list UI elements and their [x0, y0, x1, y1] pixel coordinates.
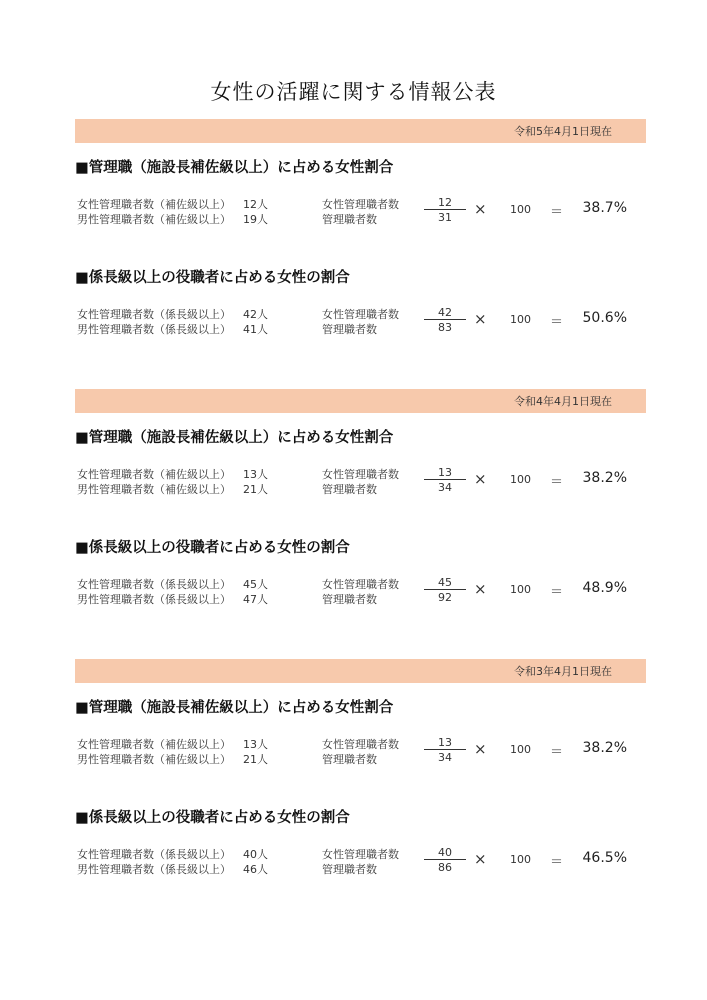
fraction-line — [424, 589, 466, 590]
disclosure-block — [0, 119, 707, 379]
fraction-numerator: 12 — [438, 196, 452, 209]
male-label: 男性管理職者数（補佐級以上） — [77, 213, 231, 226]
male-count: 19人 — [243, 213, 268, 226]
equals-sign: ＝ — [550, 315, 564, 330]
denominator-label: 管理職者数 — [322, 323, 377, 336]
female-count: 13人 — [243, 468, 268, 481]
numerator-label: 女性管理職者数 — [322, 468, 399, 481]
male-label: 男性管理職者数（補佐級以上） — [77, 483, 231, 496]
fraction-denominator: 92 — [438, 591, 452, 604]
section-title: ■係長級以上の役職者に占める女性の割合 — [75, 540, 350, 556]
female-count: 13人 — [243, 738, 268, 751]
fraction-numerator: 45 — [438, 576, 452, 589]
fraction-denominator: 34 — [438, 751, 452, 764]
date-bar — [75, 119, 646, 143]
fraction-numerator: 13 — [438, 736, 452, 749]
ratio-result: 38.2% — [582, 470, 627, 486]
denominator-label: 管理職者数 — [322, 863, 377, 876]
multiplier: 100 — [510, 473, 531, 486]
disclosure-block — [0, 659, 707, 919]
fraction-denominator: 34 — [438, 481, 452, 494]
numerator-label: 女性管理職者数 — [322, 738, 399, 751]
as-of-date: 令和3年4月1日現在 — [514, 665, 612, 678]
fraction-line — [424, 479, 466, 480]
date-bar — [75, 389, 646, 413]
equals-sign: ＝ — [550, 855, 564, 870]
equals-sign: ＝ — [550, 205, 564, 220]
fraction-numerator: 42 — [438, 306, 452, 319]
female-label: 女性管理職者数（係長級以上） — [77, 578, 231, 591]
supervisor-ratio-section — [0, 806, 707, 916]
ratio-result: 46.5% — [582, 850, 627, 866]
multiplier: 100 — [510, 203, 531, 216]
management-ratio-section — [0, 696, 707, 806]
female-count: 12人 — [243, 198, 268, 211]
times-sign: × — [474, 740, 487, 758]
male-label: 男性管理職者数（係長級以上） — [77, 593, 231, 606]
times-sign: × — [474, 310, 487, 328]
numerator-label: 女性管理職者数 — [322, 198, 399, 211]
section-title: ■係長級以上の役職者に占める女性の割合 — [75, 810, 350, 826]
ratio-result: 38.2% — [582, 740, 627, 756]
denominator-label: 管理職者数 — [322, 593, 377, 606]
section-title: ■係長級以上の役職者に占める女性の割合 — [75, 270, 350, 286]
as-of-date: 令和5年4月1日現在 — [514, 125, 612, 138]
male-count: 46人 — [243, 863, 268, 876]
ratio-result: 50.6% — [582, 310, 627, 326]
denominator-label: 管理職者数 — [322, 483, 377, 496]
management-ratio-section — [0, 156, 707, 266]
multiplier: 100 — [510, 853, 531, 866]
times-sign: × — [474, 850, 487, 868]
section-title: ■管理職（施設長補佐級以上）に占める女性割合 — [75, 700, 394, 716]
female-label: 女性管理職者数（係長級以上） — [77, 308, 231, 321]
equals-sign: ＝ — [550, 585, 564, 600]
female-label: 女性管理職者数（補佐級以上） — [77, 198, 231, 211]
female-count: 40人 — [243, 848, 268, 861]
section-title: ■管理職（施設長補佐級以上）に占める女性割合 — [75, 160, 394, 176]
section-title: ■管理職（施設長補佐級以上）に占める女性割合 — [75, 430, 394, 446]
numerator-label: 女性管理職者数 — [322, 308, 399, 321]
numerator-label: 女性管理職者数 — [322, 578, 399, 591]
male-count: 21人 — [243, 753, 268, 766]
equals-sign: ＝ — [550, 475, 564, 490]
fraction-line — [424, 749, 466, 750]
female-label: 女性管理職者数（補佐級以上） — [77, 468, 231, 481]
date-bar — [75, 659, 646, 683]
times-sign: × — [474, 580, 487, 598]
supervisor-ratio-section — [0, 536, 707, 646]
fraction-numerator: 40 — [438, 846, 452, 859]
multiplier: 100 — [510, 743, 531, 756]
male-label: 男性管理職者数（係長級以上） — [77, 323, 231, 336]
fraction-denominator: 86 — [438, 861, 452, 874]
fraction-denominator: 31 — [438, 211, 452, 224]
male-count: 21人 — [243, 483, 268, 496]
denominator-label: 管理職者数 — [322, 753, 377, 766]
equals-sign: ＝ — [550, 745, 564, 760]
supervisor-ratio-section — [0, 266, 707, 376]
fraction-denominator: 83 — [438, 321, 452, 334]
management-ratio-section — [0, 426, 707, 536]
fraction-numerator: 13 — [438, 466, 452, 479]
multiplier: 100 — [510, 313, 531, 326]
female-count: 45人 — [243, 578, 268, 591]
male-label: 男性管理職者数（補佐級以上） — [77, 753, 231, 766]
fraction-line — [424, 319, 466, 320]
female-label: 女性管理職者数（係長級以上） — [77, 848, 231, 861]
fraction-line — [424, 859, 466, 860]
times-sign: × — [474, 200, 487, 218]
disclosure-block — [0, 389, 707, 649]
denominator-label: 管理職者数 — [322, 213, 377, 226]
female-label: 女性管理職者数（補佐級以上） — [77, 738, 231, 751]
fraction-line — [424, 209, 466, 210]
times-sign: × — [474, 470, 487, 488]
ratio-result: 38.7% — [582, 200, 627, 216]
male-count: 47人 — [243, 593, 268, 606]
as-of-date: 令和4年4月1日現在 — [514, 395, 612, 408]
male-label: 男性管理職者数（係長級以上） — [77, 863, 231, 876]
ratio-result: 48.9% — [582, 580, 627, 596]
multiplier: 100 — [510, 583, 531, 596]
female-count: 42人 — [243, 308, 268, 321]
male-count: 41人 — [243, 323, 268, 336]
page-title: 女性の活躍に関する情報公表 — [210, 80, 497, 104]
numerator-label: 女性管理職者数 — [322, 848, 399, 861]
